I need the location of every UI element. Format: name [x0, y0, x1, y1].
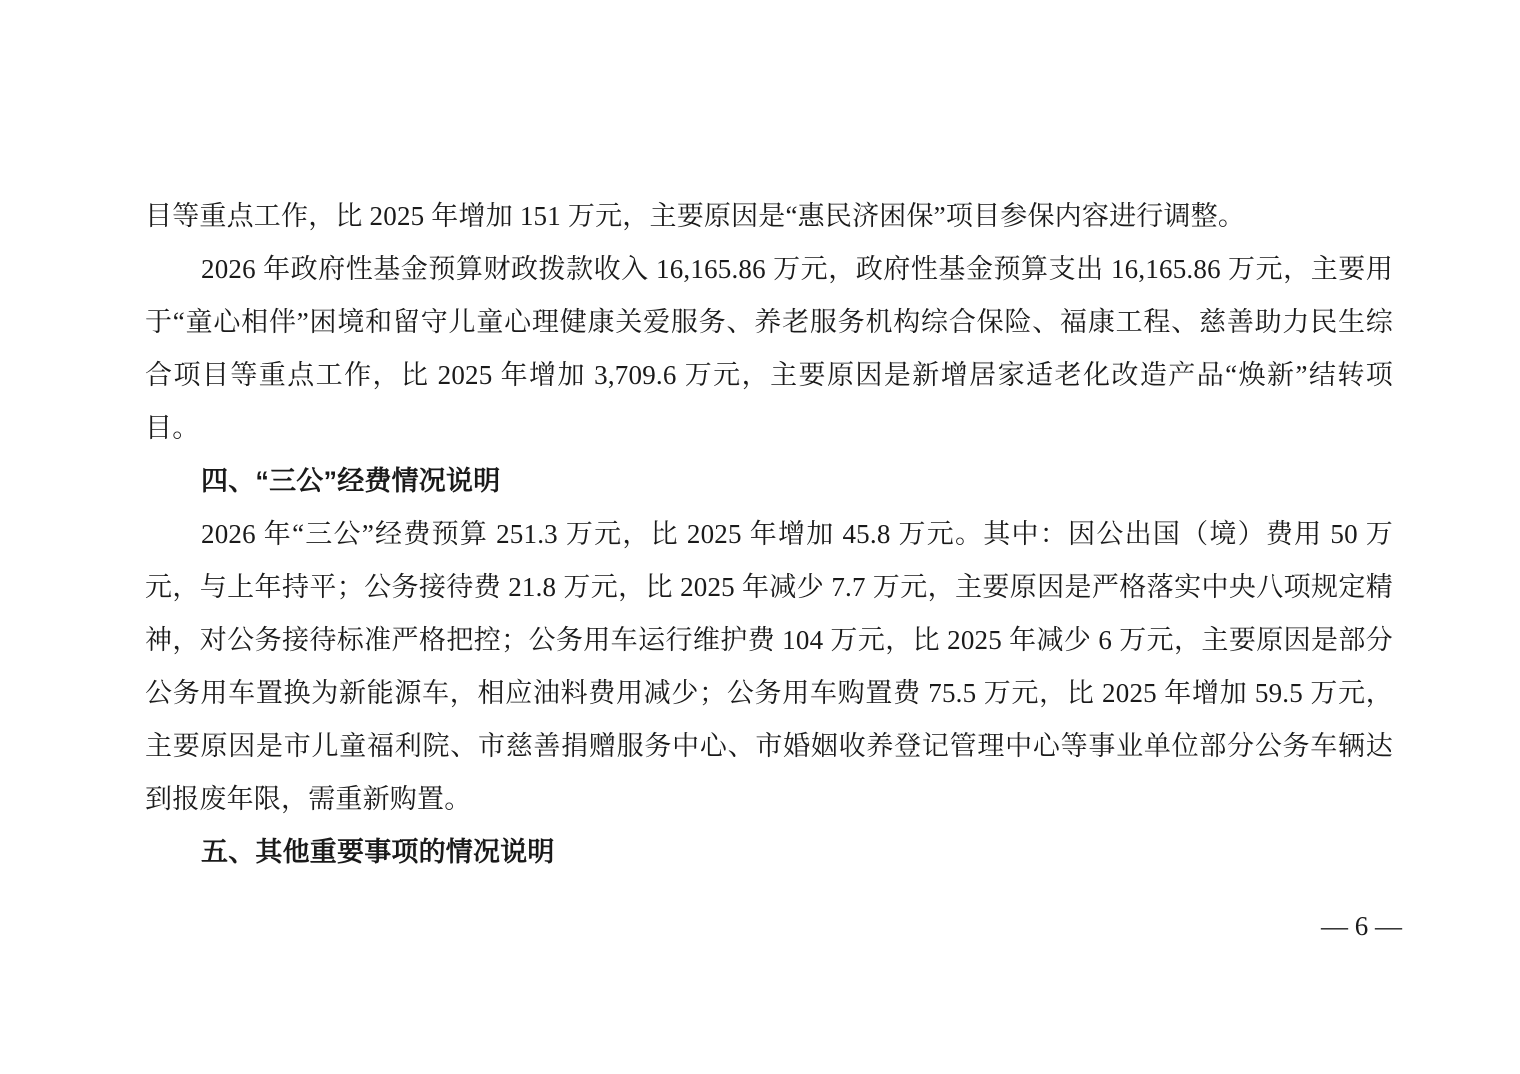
paragraph-government-fund-budget: 2026 年政府性基金预算财政拨款收入 16,165.86 万元，政府性基金预算支出 16,165.86 万元，主要用于“童心相伴”困境和留守儿童心理健康关爱服务、养老服务机构综合保险、福康工程、慈善助力民生综合项目等重点工作，比 2025 年增加 3,709.6 万元，主要原因是新增居家适老化改造产品“焕新”结转项目。	[145, 254, 1393, 443]
page-number: — 6 —	[1321, 911, 1402, 941]
heading-section-five: 五、其他重要事项的情况说明	[201, 837, 555, 867]
paragraph-continuation: 目等重点工作，比 2025 年增加 151 万元，主要原因是“惠民济困保”项目参保内容进行调整。	[145, 201, 1246, 231]
heading-section-four: 四、“三公”经费情况说明	[201, 466, 501, 496]
page-body	[145, 190, 1393, 879]
paragraph-three-public-expenses: 2026 年“三公”经费预算 251.3 万元，比 2025 年增加 45.8 万元。其中：因公出国（境）费用 50 万元，与上年持平；公务接待费 21.8 万元，比 2025 年减少 7.7 万元，主要原因是严格落实中央八项规定精神，对公务接待标准严格把控；公务用车运行维护费 104 万元，比 2025 年减少 6 万元，主要原因是部分公务用车置换为新能源车，相应油料费用减少；公务用车购置费 75.5 万元，比 2025 年增加 59.5 万元，主要原因是市儿童福利院、市慈善捐赠服务中心、市婚姻收养登记管理中心等事业单位部分公务车辆达到报废年限，需重新购置。	[145, 519, 1393, 814]
